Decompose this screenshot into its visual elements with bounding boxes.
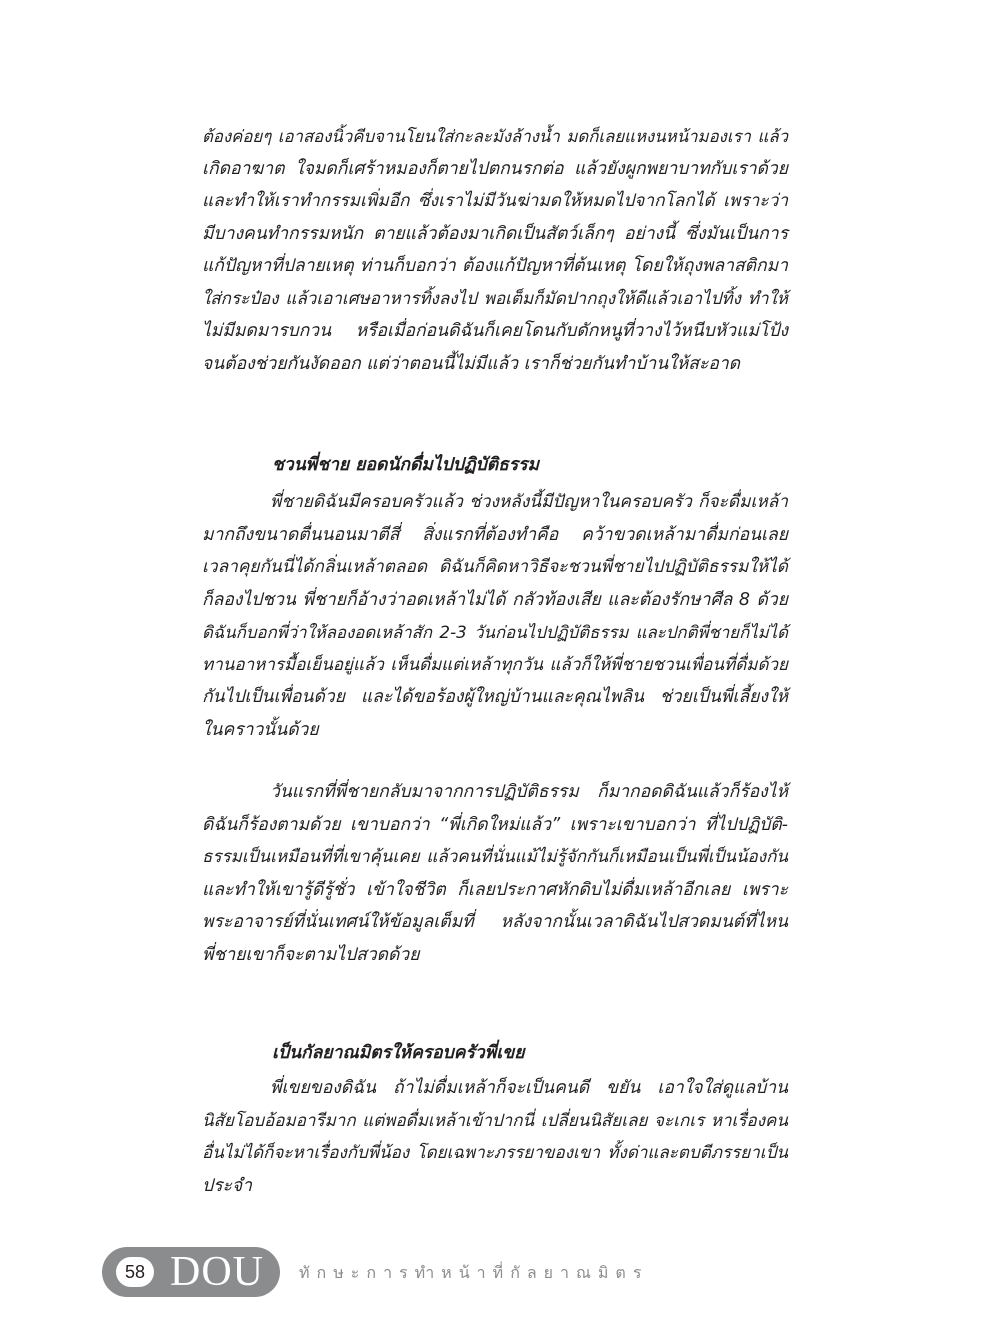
paragraph-2-line: เวลาคุยกันนี่ได้กลิ่นเหล้าตลอด ดิฉันก็คิดหาวิธีจะชวนพี่ชายไปปฏิบัติธรรมให้ได้ [202, 557, 788, 577]
section-heading-2: เป็นกัลยาณมิตรให้ครอบครัวพี่เขย [272, 1043, 525, 1063]
paragraph-2-line: มากถึงขนาดตื่นนอนมาตีสี่ สิ่งแรกที่ต้องทำคือ คว้าขวดเหล้ามาดื่มก่อนเลย [202, 524, 788, 545]
paragraph-2-line: กันไปเป็นเพื่อนด้วย และได้ขอร้องผู้ใหญ่บ้านและคุณไพลิน ช่วยเป็นพี่เลี้ยงให้ [202, 687, 788, 707]
page-number: 58 [116, 1257, 154, 1287]
paragraph-3 [202, 776, 788, 971]
paragraph-2-line: ดิฉันก็บอกพี่ว่าให้ลองอดเหล้าสัก 2-3 วันก่อนไปปฏิบัติธรรม และปกติพี่ชายก็ไม่ได้ [202, 622, 788, 642]
paragraph-3-line: พระอาจารย์ที่นั่นเทศน์ให้ข้อมูลเต็มที่ หลังจากนั้นเวลาดิฉันไปสวดมนต์ที่ไหน [202, 912, 788, 932]
paragraph-3-line: วันแรกที่พี่ชายกลับมาจากการปฏิบัติธรรม ก็มากอดดิฉันแล้วก็ร้องไห้ [270, 782, 788, 802]
paragraph-3-line: ดิฉันก็ร้องตามด้วย เขาบอกว่า “พี่เกิดใหม่แล้ว” เพราะเขาบอกว่า ที่ไปปฏิบัติ- [202, 814, 788, 835]
paragraph-1-line: ใส่กระป๋อง แล้วเอาเศษอาหารทิ้งลงไป พอเต็มก็มัดปากถุงให้ดีแล้วเอาไปทิ้ง ทำให้ [202, 288, 788, 309]
page-footer [102, 1247, 662, 1297]
paragraph-1-line: ต้องค่อยๆ เอาสองนิ้วคีบจานโยนใส่กะละมังล้างน้ำ มดก็เลยแหงนหน้ามองเรา แล้ว [202, 126, 788, 146]
paragraph-2-line: ก็ลองไปชวน พี่ชายก็อ้างว่าอดเหล้าไม่ได้ กลัวท้องเสีย และต้องรักษาศีล 8 ด้วย [202, 589, 788, 610]
footer-badge [102, 1247, 280, 1297]
paragraph-1-line: แก้ปัญหาที่ปลายเหตุ ท่านก็บอกว่า ต้องแก้ปัญหาที่ต้นเหตุ โดยให้ถุงพลาสติกมา [202, 256, 788, 276]
section-heading-1: ชวนพี่ชาย ยอดนักดื่มไปปฏิบัติธรรม [272, 455, 540, 475]
paragraph-2-line: ในคราวนั้นด้วย [202, 719, 319, 740]
paragraph-3-line: พี่ชายเขาก็จะตามไปสวดด้วย [202, 944, 420, 965]
paragraph-4-line: นิสัยโอบอ้อมอารีมาก แต่พอดื่มเหล้าเข้าปากนี่ เปลี่ยนนิสัยเลย จะเกเร หาเรื่องคน [202, 1110, 788, 1131]
paragraph-3-line: และทำให้เขารู้ดีรู้ชั่ว เข้าใจชีวิต ก็เลยประกาศหักดิบไม่ดื่มเหล้าอีกเลย เพราะ [202, 879, 788, 900]
paragraph-4-line: พี่เขยของดิฉัน ถ้าไม่ดื่มเหล้าก็จะเป็นคนดี ขยัน เอาใจใส่ดูแลบ้าน [270, 1078, 788, 1098]
paragraph-2-line: ทานอาหารมื้อเย็นอยู่แล้ว เห็นดื่มแต่เหล้าทุกวัน แล้วก็ให้พี่ชายชวนเพื่อนที่ดื่มด้วย [202, 654, 788, 675]
paragraph-2-line: พี่ชายดิฉันมีครอบครัวแล้ว ช่วงหลังนี้มีปัญหาในครอบครัว ก็จะดื่มเหล้า [270, 492, 788, 512]
paragraph-4-line: ประจำ [202, 1175, 252, 1196]
paragraph-1-line: เกิดอาฆาต ใจมดก็เศร้าหมองก็ตายไปตกนรกต่อ แล้วยังผูกพยาบาทกับเราด้วย [202, 158, 788, 179]
paragraph-3-line: ธรรมเป็นเหมือนที่ที่เขาคุ้นเคย แล้วคนที่นั่นแม้ไม่รู้จักกันก็เหมือนเป็นพี่เป็นน้องกัน [202, 847, 788, 867]
paragraph-1-line: มีบางคนทำกรรมหนัก ตายแล้วต้องมาเกิดเป็นสัตว์เล็กๆ อย่างนี้ ซึ่งมันเป็นการ [202, 223, 788, 244]
paragraph-2 [202, 486, 788, 746]
paragraph-4 [202, 1072, 788, 1202]
paragraph-1 [202, 120, 788, 380]
book-title: ทักษะการทำหน้าที่กัลยาณมิตร [299, 1263, 649, 1282]
brand-logo: DOU [170, 1249, 264, 1295]
paragraph-1-line: และทำให้เราทำกรรมเพิ่มอีก ซึ่งเราไม่มีวันฆ่ามดให้หมดไปจากโลกได้ เพราะว่า [202, 191, 788, 211]
paragraph-1-line: จนต้องช่วยกันงัดออก แต่ว่าตอนนี้ไม่มีแล้ว เราก็ช่วยกันทำบ้านให้สะอาด [202, 353, 741, 374]
paragraph-1-line: ไม่มีมดมารบกวน หรือเมื่อก่อนดิฉันก็เคยโดนกับดักหนูที่วางไว้หนีบหัวแม่โป้ง [202, 321, 788, 341]
paragraph-4-line: อื่นไม่ได้ก็จะหาเรื่องกับพี่น้อง โดยเฉพาะภรรยาของเขา ทั้งด่าและตบตีภรรยาเป็น [202, 1143, 788, 1163]
